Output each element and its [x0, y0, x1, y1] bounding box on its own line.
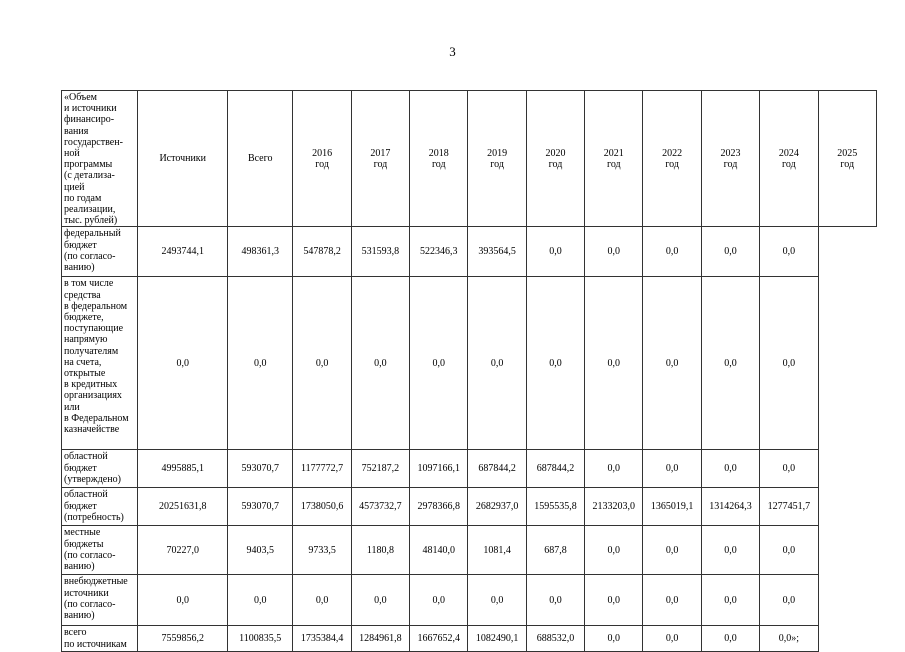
value-cell-2019: 48140,0	[410, 526, 468, 575]
header-year-2016: 2016 год	[293, 91, 351, 227]
funding-table	[61, 90, 877, 652]
value-cell-2024: 0,0	[701, 575, 759, 626]
value-cell-2020: 1082490,1	[468, 626, 526, 652]
value-cell-2020: 0,0	[468, 277, 526, 450]
total-cell: 4995885,1	[138, 450, 228, 488]
value-cell-2021: 687844,2	[526, 450, 584, 488]
value-cell-2024: 0,0	[701, 277, 759, 450]
value-cell-2024: 0,0	[701, 227, 759, 277]
value-cell-2021: 688532,0	[526, 626, 584, 652]
value-cell-2016: 1100835,5	[228, 626, 293, 652]
header-year-2023: 2023 год	[701, 91, 759, 227]
header-year-2018: 2018 год	[410, 91, 468, 227]
value-cell-2018: 1284961,8	[351, 626, 409, 652]
value-cell-2017: 0,0	[293, 277, 351, 450]
value-cell-2017: 1738050,6	[293, 488, 351, 526]
value-cell-2017: 1177772,7	[293, 450, 351, 488]
value-cell-2024: 0,0	[701, 450, 759, 488]
source-cell: областной бюджет (утверждено)	[62, 450, 138, 488]
header-year-2025: 2025 год	[818, 91, 877, 227]
value-cell-2020: 0,0	[468, 575, 526, 626]
value-cell-2025: 0,0»;	[760, 626, 818, 652]
total-cell: 2493744,1	[138, 227, 228, 277]
value-cell-2019: 522346,3	[410, 227, 468, 277]
value-cell-2022: 0,0	[585, 526, 643, 575]
value-cell-2017: 9733,5	[293, 526, 351, 575]
table-row-regional-budget-need	[62, 488, 877, 526]
value-cell-2025: 0,0	[760, 450, 818, 488]
value-cell-2016: 593070,7	[228, 450, 293, 488]
value-cell-2025: 0,0	[760, 575, 818, 626]
table-row-regional-budget-approved	[62, 450, 877, 488]
page-number: 3	[449, 44, 456, 59]
value-cell-2025: 0,0	[760, 227, 818, 277]
header-year-2021: 2021 год	[585, 91, 643, 227]
value-cell-2020: 687844,2	[468, 450, 526, 488]
value-cell-2018: 0,0	[351, 575, 409, 626]
source-cell: местные бюджеты (по согласо- ванию)	[62, 526, 138, 575]
source-cell: областной бюджет (потребность)	[62, 488, 138, 526]
value-cell-2017: 1735384,4	[293, 626, 351, 652]
value-cell-2024: 0,0	[701, 526, 759, 575]
value-cell-2021: 687,8	[526, 526, 584, 575]
table-row-federal-budget	[62, 227, 877, 277]
source-cell: внебюджетные источники (по согласо- ванию)	[62, 575, 138, 626]
value-cell-2023: 0,0	[643, 575, 701, 626]
value-cell-2021: 0,0	[526, 227, 584, 277]
value-cell-2016: 593070,7	[228, 488, 293, 526]
value-cell-2025: 1277451,7	[760, 488, 818, 526]
value-cell-2019: 1097166,1	[410, 450, 468, 488]
value-cell-2016: 0,0	[228, 277, 293, 450]
value-cell-2023: 0,0	[643, 450, 701, 488]
value-cell-2018: 0,0	[351, 277, 409, 450]
value-cell-2022: 0,0	[585, 227, 643, 277]
value-cell-2023: 1365019,1	[643, 488, 701, 526]
header-year-2020: 2020 год	[526, 91, 584, 227]
value-cell-2022: 0,0	[585, 277, 643, 450]
header-sources: Источники	[138, 91, 228, 227]
value-cell-2017: 0,0	[293, 575, 351, 626]
total-cell: 70227,0	[138, 526, 228, 575]
value-cell-2020: 393564,5	[468, 227, 526, 277]
value-cell-2018: 531593,8	[351, 227, 409, 277]
header-row	[62, 91, 877, 227]
header-year-2019: 2019 год	[468, 91, 526, 227]
header-year-2022: 2022 год	[643, 91, 701, 227]
source-cell: в том числе средства в федеральном бюджете, поступающие напрямую получателям на счета, открытые в кредитных организациях или в Федеральном казначействе	[62, 277, 138, 450]
header-year-2017: 2017 год	[351, 91, 409, 227]
value-cell-2020: 1081,4	[468, 526, 526, 575]
value-cell-2023: 0,0	[643, 526, 701, 575]
value-cell-2022: 0,0	[585, 626, 643, 652]
value-cell-2024: 0,0	[701, 626, 759, 652]
value-cell-2017: 547878,2	[293, 227, 351, 277]
total-cell: 20251631,8	[138, 488, 228, 526]
value-cell-2016: 498361,3	[228, 227, 293, 277]
value-cell-2023: 0,0	[643, 626, 701, 652]
value-cell-2021: 0,0	[526, 575, 584, 626]
table-row-extrabudgetary-sources	[62, 575, 877, 626]
row-label: «Объем и источники финансиро- вания государствен- ной программы (с детализа- цией по годам реализации, тыс. рублей)	[62, 91, 138, 227]
value-cell-2018: 752187,2	[351, 450, 409, 488]
value-cell-2019: 1667652,4	[410, 626, 468, 652]
value-cell-2021: 1595535,8	[526, 488, 584, 526]
table-row-federal-direct-funds	[62, 277, 877, 450]
value-cell-2025: 0,0	[760, 277, 818, 450]
value-cell-2022: 0,0	[585, 450, 643, 488]
value-cell-2021: 0,0	[526, 277, 584, 450]
table-row-total-all-sources	[62, 626, 877, 652]
source-cell: всего по источникам	[62, 626, 138, 652]
value-cell-2019: 2978366,8	[410, 488, 468, 526]
total-cell: 0,0	[138, 277, 228, 450]
value-cell-2019: 0,0	[410, 575, 468, 626]
value-cell-2022: 2133203,0	[585, 488, 643, 526]
header-total: Всего	[228, 91, 293, 227]
table-row-local-budgets	[62, 526, 877, 575]
value-cell-2023: 0,0	[643, 277, 701, 450]
header-year-2024: 2024 год	[760, 91, 818, 227]
total-cell: 0,0	[138, 575, 228, 626]
value-cell-2020: 2682937,0	[468, 488, 526, 526]
value-cell-2025: 0,0	[760, 526, 818, 575]
value-cell-2023: 0,0	[643, 227, 701, 277]
value-cell-2016: 9403,5	[228, 526, 293, 575]
total-cell: 7559856,2	[138, 626, 228, 652]
source-cell: федеральный бюджет (по согласо- ванию)	[62, 227, 138, 277]
value-cell-2024: 1314264,3	[701, 488, 759, 526]
value-cell-2019: 0,0	[410, 277, 468, 450]
value-cell-2022: 0,0	[585, 575, 643, 626]
value-cell-2018: 1180,8	[351, 526, 409, 575]
value-cell-2016: 0,0	[228, 575, 293, 626]
value-cell-2018: 4573732,7	[351, 488, 409, 526]
